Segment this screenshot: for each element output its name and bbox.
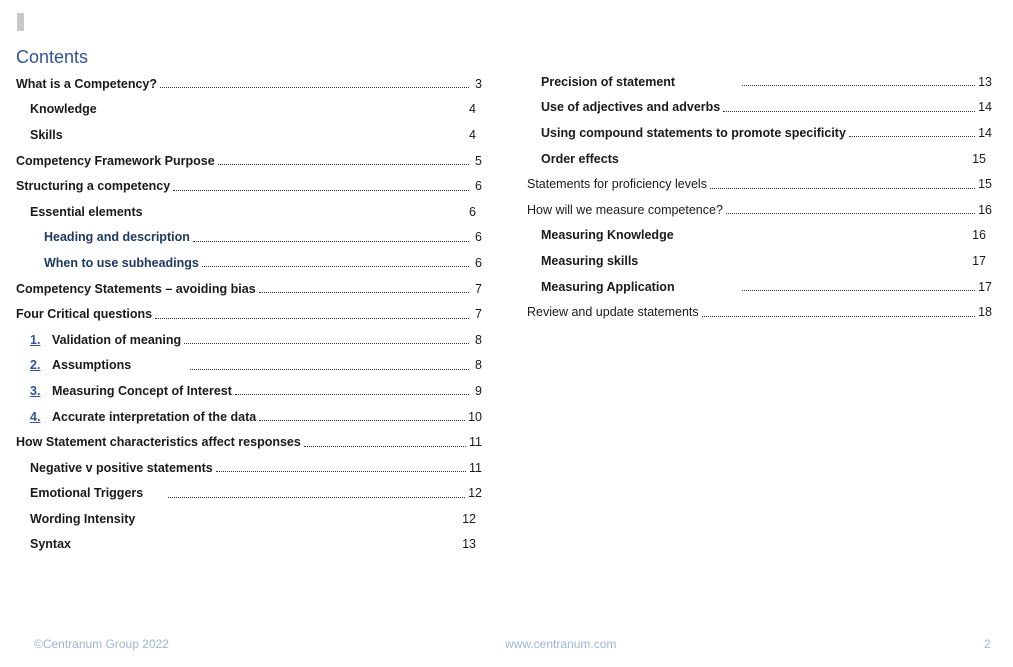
- toc-entry[interactable]: [16, 225, 482, 251]
- toc-entry-title: Statements for proficiency levels: [527, 177, 707, 192]
- toc-entry-page: 10: [468, 409, 482, 424]
- toc-entry-title: Precision of statement: [541, 74, 676, 89]
- contents-heading: Contents: [16, 47, 89, 67]
- toc-entry-title: Use of adjectives and adverbs: [541, 100, 721, 115]
- toc-entry-page: 7: [475, 281, 482, 296]
- toc-dot-leader: [218, 154, 469, 165]
- toc-entry-title: What is a Competency?: [16, 76, 157, 91]
- toc-entry[interactable]: [16, 199, 482, 225]
- toc-entry-title: Measuring Concept of Interest: [52, 383, 232, 398]
- toc-dot-leader: [100, 103, 463, 113]
- toc-entry-title: Syntax: [30, 537, 71, 552]
- toc-dot-leader: [849, 126, 975, 137]
- toc-entry-page: 14: [978, 100, 992, 115]
- toc-dot-leader: [259, 410, 465, 421]
- footer-copyright: ©Centranum Group 2022: [34, 637, 169, 651]
- toc-entry[interactable]: [527, 274, 992, 300]
- toc-entry[interactable]: [16, 173, 482, 199]
- toc-entry-page: 6: [475, 255, 482, 270]
- toc-dot-leader: [184, 333, 469, 344]
- toc-entry-page: 5: [475, 153, 482, 168]
- toc-dot-leader: [622, 153, 969, 163]
- toc-dot-leader: [235, 384, 469, 395]
- toc-entry[interactable]: [527, 248, 992, 274]
- toc-dot-leader: [723, 101, 975, 112]
- toc-entry-title: Order effects: [541, 151, 619, 166]
- toc-entry[interactable]: [16, 71, 482, 97]
- toc-entry-title: Essential elements: [30, 204, 143, 219]
- toc-entry-number: 2.: [30, 358, 41, 373]
- header-marker: [17, 13, 24, 31]
- toc-entry-number: 3.: [30, 383, 41, 398]
- toc-entry[interactable]: [16, 276, 482, 302]
- toc-dot-leader: [677, 229, 969, 239]
- toc-entry-title: Skills: [30, 127, 63, 142]
- toc-entry-page: 15: [978, 177, 992, 192]
- toc-entry-page: 8: [475, 332, 482, 347]
- toc-dot-leader: [66, 129, 463, 139]
- toc-dot-leader: [710, 178, 975, 189]
- toc-dot-leader: [160, 77, 469, 88]
- toc-entry-page: 11: [469, 435, 482, 450]
- toc-entry[interactable]: [16, 404, 482, 430]
- toc-entry-page: 3: [475, 76, 482, 91]
- toc-entry[interactable]: [16, 122, 482, 148]
- toc-entry-title: When to use subheadings: [44, 255, 199, 270]
- toc-entry-title: Measuring Knowledge: [541, 228, 674, 243]
- toc-dot-leader: [74, 538, 459, 548]
- toc-dot-leader: [259, 282, 469, 293]
- toc-entry-page: 17: [972, 253, 986, 268]
- toc-entry[interactable]: [16, 148, 482, 174]
- toc-entry-title: Accurate interpretation of the data: [52, 409, 257, 424]
- toc-entry[interactable]: [527, 299, 992, 325]
- toc-entry[interactable]: [527, 197, 992, 223]
- toc-entry[interactable]: [16, 455, 482, 481]
- toc-entry-title: Validation of meaning: [52, 332, 182, 347]
- toc-entry-title: How will we measure competence?: [527, 202, 723, 217]
- toc-entry-title: Emotional Triggers: [30, 486, 144, 501]
- toc-entry-title: Competency Statements – avoiding bias: [16, 281, 256, 296]
- toc-entry-page: 6: [475, 179, 482, 194]
- toc-dot-leader: [641, 255, 969, 265]
- toc-entry[interactable]: [16, 250, 482, 276]
- toc-entry-title: Measuring Application: [541, 279, 675, 294]
- toc-entry-title: Four Critical questions: [16, 307, 153, 322]
- toc-entry-title: How Statement characteristics affect responses: [16, 435, 301, 450]
- toc-entry-page: 12: [468, 486, 482, 501]
- toc-entry-title: Knowledge: [30, 102, 97, 117]
- toc-entry-title: Review and update statements: [527, 305, 699, 320]
- toc-entry-title: Using compound statements to promote specificity: [541, 125, 846, 140]
- toc-entry[interactable]: [527, 171, 992, 197]
- toc-dot-leader: [168, 487, 465, 498]
- toc-entry[interactable]: [16, 506, 482, 532]
- toc-entry[interactable]: [527, 223, 992, 249]
- toc-entry-title: Measuring skills: [541, 253, 639, 268]
- toc-entry-page: 6: [469, 204, 476, 219]
- toc-entry-number: 1.: [30, 332, 41, 347]
- toc-dot-leader: [742, 280, 975, 291]
- toc-entry-page: 16: [978, 202, 992, 217]
- toc-entry-page: 7: [475, 307, 482, 322]
- toc-entry-page: 13: [462, 537, 476, 552]
- toc-entry-page: 9: [475, 383, 482, 398]
- toc-entry[interactable]: [16, 378, 482, 404]
- toc-dot-leader: [726, 203, 975, 214]
- toc-dot-leader: [190, 359, 469, 370]
- toc-dot-leader: [702, 306, 975, 317]
- toc-entry-page: 17: [978, 279, 992, 294]
- toc-dot-leader: [304, 436, 466, 447]
- toc-entry-page: 16: [972, 228, 986, 243]
- toc-entry[interactable]: [16, 532, 482, 558]
- toc-dot-leader: [193, 231, 469, 242]
- toc-entry[interactable]: [527, 146, 992, 172]
- toc-entry-page: 13: [978, 74, 992, 89]
- footer-page-number: 2: [984, 637, 991, 651]
- toc-entry[interactable]: [16, 353, 482, 379]
- toc-entry-title: Negative v positive statements: [30, 460, 213, 475]
- toc-entry-page: 14: [978, 125, 992, 140]
- toc-dot-leader: [173, 180, 469, 191]
- toc-dot-leader: [138, 513, 459, 523]
- toc-entry-page: 12: [462, 511, 476, 526]
- toc-left-column: [16, 71, 482, 557]
- toc-dot-leader: [216, 461, 466, 472]
- toc-dot-leader: [155, 308, 469, 319]
- toc-entry-page: 6: [475, 230, 482, 245]
- toc-entry-title: Structuring a competency: [16, 179, 171, 194]
- toc-entry[interactable]: [527, 69, 992, 95]
- toc-entry-title: Competency Framework Purpose: [16, 153, 215, 168]
- toc-entry-page: 11: [469, 460, 482, 475]
- toc-entry-page: 4: [469, 127, 476, 142]
- toc-entry-page: 4: [469, 102, 476, 117]
- toc-dot-leader: [146, 206, 463, 216]
- toc-entry-page: 8: [475, 358, 482, 373]
- toc-entry[interactable]: [16, 327, 482, 353]
- toc-entry[interactable]: [16, 429, 482, 455]
- toc-dot-leader: [742, 75, 975, 86]
- toc-entry-page: 15: [972, 151, 986, 166]
- toc-entry[interactable]: [527, 120, 992, 146]
- toc-entry-number: 4.: [30, 409, 41, 424]
- toc-entry-title: Heading and description: [44, 230, 190, 245]
- toc-entry-page: 18: [978, 305, 992, 320]
- footer-website[interactable]: www.centranum.com: [505, 637, 617, 651]
- toc-entry[interactable]: [16, 481, 482, 507]
- toc-entry-title: Wording Intensity: [30, 511, 136, 526]
- toc-dot-leader: [202, 256, 469, 267]
- toc-right-column: [527, 69, 992, 325]
- toc-entry[interactable]: [527, 95, 992, 121]
- toc-entry[interactable]: [16, 301, 482, 327]
- toc-entry-title: Assumptions: [52, 358, 132, 373]
- toc-entry[interactable]: [16, 97, 482, 123]
